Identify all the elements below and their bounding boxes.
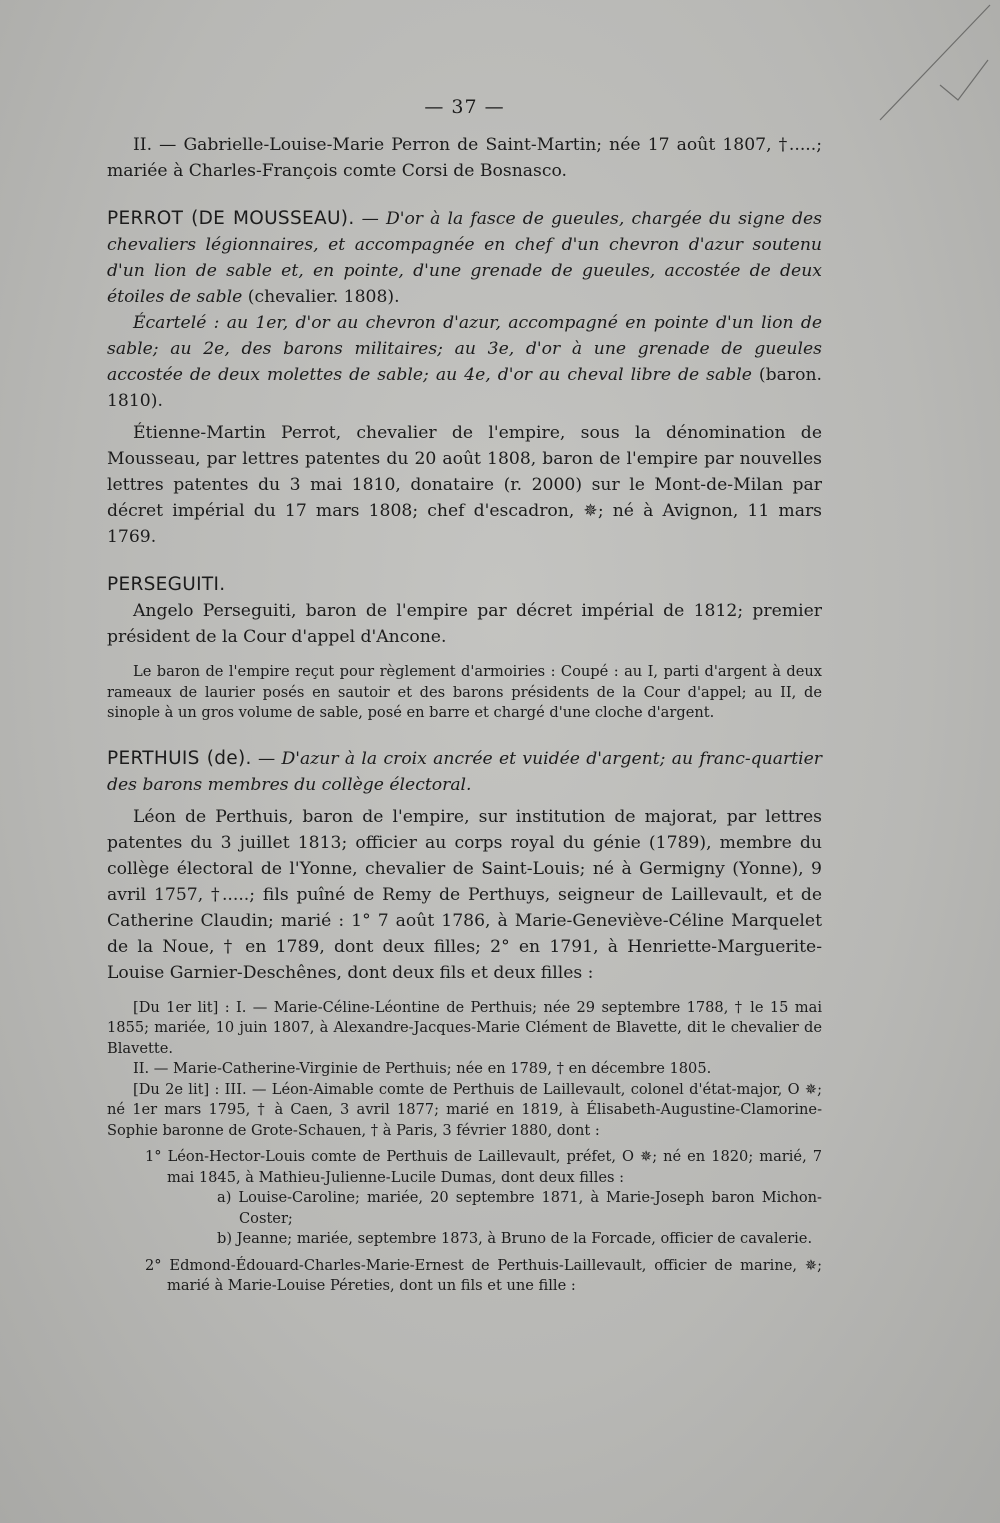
- entry-gabrielle: II. — Gabrielle-Louise-Marie Perron de Saint-Martin; née 17 août 1807, †.....; mariée à Charles-François comte Corsi de Bosnasco.: [107, 135, 822, 181]
- grandson-2: 2° Edmond-Édouard-Charles-Marie-Ernest de Perthuis-Laillevault, officier de marine, ✵; marié à Marie-Louise Péreties, dont un fils et une fille :: [145, 1256, 822, 1294]
- perrot-arms-baron: Écartelé : au 1er, d'or au chevron d'azur, accompagné en pointe d'un lion de sable; au 2e, des barons militaires; au 3e, d'or à une grenade de gueules accostée de deux molettes de sable; au 4e, d'or au cheval libre de sable: [107, 313, 822, 385]
- heading-perrot: PERROT (DE MOUSSEAU).: [107, 208, 355, 229]
- grandson-1: 1° Léon-Hector-Louis comte de Perthuis de Laillevault, préfet, O ✵; né en 1820; marié, 7 mai 1845, à Mathieu-Julienne-Lucile Dumas, dont deux filles :: [145, 1148, 822, 1186]
- granddaughter-b: b) Jeanne; mariée, septembre 1873, à Bruno de la Forcade, officier de cavalerie.: [217, 1230, 813, 1247]
- entry-perrot-heading: [107, 206, 822, 310]
- heading-perthuis: PERTHUIS (de).: [107, 747, 252, 769]
- perrot-arms-baron-date: (baron. 1810).: [107, 365, 822, 411]
- entry-perrot-biography: Étienne-Martin Perrot, chevalier de l'empire, sous la dénomination de Mousseau, par lettres patentes du 20 août 1808, baron de l'empire par nouvelles lettres patentes du 3 mai 1810, donataire (r. 2000) sur le Mont-de-Milan par décret impérial du 17 mars 1808; chef d'escadron, ✵; né à Avignon, 11 mars 1769.: [107, 423, 822, 547]
- perthuis-arms: — D'azur à la croix ancrée et vuidée d'argent; au franc-quartier des barons membres du collège électoral.: [107, 748, 822, 795]
- entry-perseguiti-biography: Angelo Perseguiti, baron de l'empire par décret impérial de 1812; premier président de la Cour d'appel d'Ancone.: [107, 601, 822, 647]
- entry-perthuis-heading: [107, 746, 822, 798]
- entry-perseguiti-heading: [107, 572, 822, 598]
- perrot-arms-chevalier-date: (chevalier. 1808).: [247, 287, 400, 307]
- pencil-marks: [870, 0, 1000, 140]
- entry-perthuis-biography: Léon de Perthuis, baron de l'empire, sur institution de majorat, par lettres patentes du 3 juillet 1813; officier au corps royal du génie (1789), membre du collège électoral de l'Yonne, chevalier de Saint-Louis; né à Germigny (Yonne), 9 avril 1757, †.....; fils puîné de Remy de Perthuys, seigneur de Laillevault, et de Catherine Claudin; marié : 1° 7 août 1786, à Marie-Geneviève-Céline Marquelet de la Noue, † en 1789, dont deux filles; 2° en 1791, à Henriette-Marguerite-Louise Garnier-Deschênes, dont deux fils et deux filles :: [107, 806, 822, 983]
- page-number: — 37 —: [424, 96, 505, 118]
- entry-perseguiti-arms: Le baron de l'empire reçut pour règlement d'armoiries : Coupé : au I, parti d'argent à deux rameaux de laurier posés en sautoir et des barons présidents de la Cour d'appel; au II, de sinople à un gros volume de sable, posé en barre et chargé d'une cloche d'argent.: [107, 663, 822, 721]
- child-first-marriage-i: [Du 1er lit] : I. — Marie-Céline-Léontine de Perthuis; née 29 septembre 1788, † le 15 mai 1855; mariée, 10 juin 1807, à Alexandre-Jacques-Marie Clément de Blavette, dit le chevalier de Blavette.: [107, 998, 822, 1057]
- entry-perrot-baron-arms: [107, 310, 822, 414]
- granddaughter-a: a) Louise-Caroline; mariée, 20 septembre 1871, à Marie-Joseph baron Michon-Coster;: [217, 1189, 822, 1227]
- heading-perseguiti: PERSEGUITI.: [107, 574, 226, 595]
- perrot-arms-chevalier: — D'or à la fasce de gueules, chargée du signe des chevaliers légionnaires, et accompagnée en chef d'un chevron d'azur soutenu d'un lion de sable et, en pointe, d'une grenade de gueules, accostée de deux étoiles de sable: [107, 209, 822, 307]
- child-first-marriage-ii: II. — Marie-Catherine-Virginie de Perthuis; née en 1789, † en décembre 1805.: [133, 1060, 712, 1077]
- child-second-marriage-iii: [Du 2e lit] : III. — Léon-Aimable comte de Perthuis de Laillevault, colonel d'état-major, O ✵; né 1er mars 1795, † à Caen, 3 avril 1877; marié en 1819, à Élisabeth-Augustine-Clamorine-Sophie baronne de Grote-Schauen, † à Paris, 3 février 1880, dont :: [107, 1080, 822, 1139]
- page-content: [107, 96, 822, 1297]
